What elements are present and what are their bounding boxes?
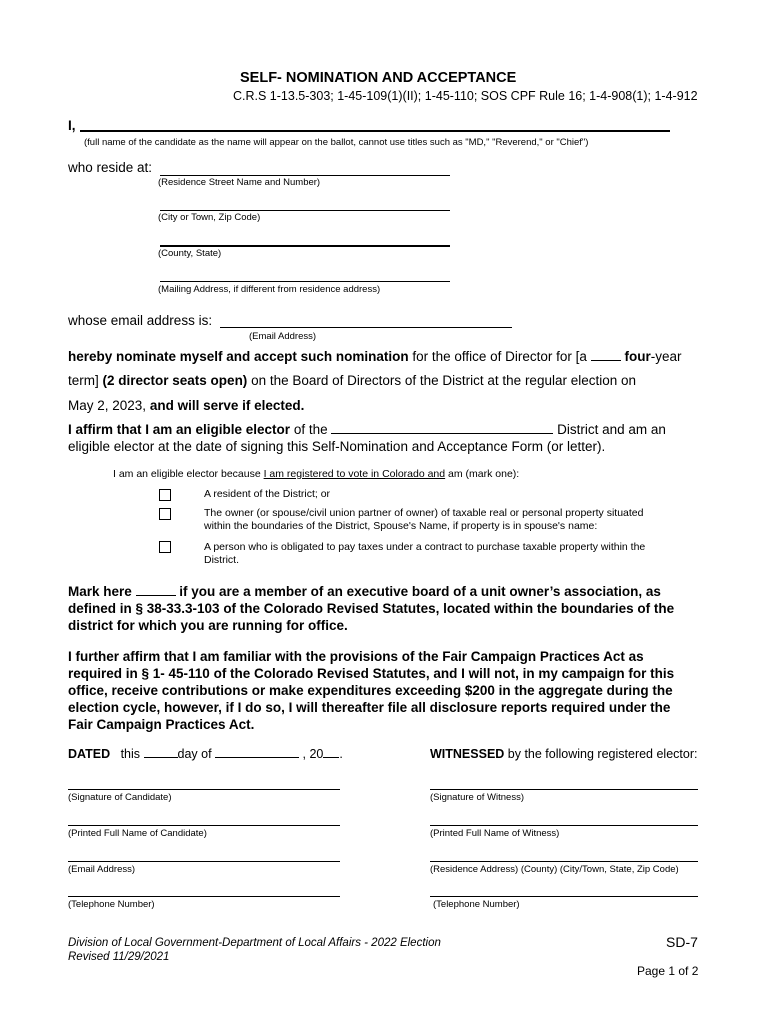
term-years-field[interactable] [591,360,621,361]
seats-open: (2 director seats open) [102,373,248,388]
statute-citation: C.R.S 1-13.5-303; 1-45-109(1)(II); 1-45-110; SOS CPF Rule 16; 1-4-908(1); 1-4-912 [233,89,698,103]
witness-signature-field[interactable] [430,789,698,790]
affirm-bold: I affirm that I am an eligible elector [68,422,291,437]
affirm-of-the: of the [290,422,332,437]
candidate-name-caption: (full name of the candidate as the name will appear on the ballot, cannot use titles such as "MD," "Reverend," or "Chief") [84,137,589,148]
month-field[interactable] [215,757,299,758]
witnessed-label: WITNESSED [430,747,505,761]
mailing-address-caption: (Mailing Address, if different from residence address) [158,284,381,295]
county-state-caption: (County, State) [158,248,222,259]
city-zip-field[interactable] [160,210,450,211]
candidate-signature-caption: (Signature of Candidate) [68,792,172,803]
campaign-line-1: I further affirm that I am familiar with the provisions of the Fair Campaign Practices Act as [68,649,644,664]
candidate-email-field[interactable] [68,861,340,862]
dated-label: DATED [68,747,111,761]
option-resident-label: A resident of the District; or [204,488,331,500]
residence-street-field[interactable] [160,175,450,176]
county-state-field[interactable] [160,245,450,247]
witnessed-line [430,747,697,761]
year-field[interactable] [323,757,339,758]
page-number: Page 1 of 2 [637,964,699,978]
option-owner-line-2: within the boundaries of the District, Spouse's Name, if property is in spouse's name: [204,520,598,532]
affirm-line-2: eligible elector at the date of signing this Self-Nomination and Acceptance Form (or letter). [68,439,606,454]
witness-telephone-caption: (Telephone Number) [433,899,520,910]
dated-year-prefix: , 20 [299,747,324,761]
residence-street-caption: (Residence Street Name and Number) [158,177,321,188]
candidate-telephone-field[interactable] [68,896,340,897]
nomination-line-3 [68,398,304,413]
year-label: -year [650,349,682,364]
board-text: on the Board of Directors of the District at the regular election on [247,373,637,388]
affirm-line-1 [68,422,666,437]
option-contract-line-1: A person who is obligated to pay taxes under a contract to purchase taxable property within the [204,541,646,553]
residence-label: who reside at: [68,160,153,175]
option-contract-line-2: District. [204,554,239,566]
serve-if-elected: and will serve if elected. [149,398,305,413]
resident-checkbox[interactable] [159,489,171,501]
nomination-bold: hereby nominate myself and accept such nomination [68,349,409,364]
form-id: SD-7 [666,934,698,950]
mark-here-line-3: district for which you are running for office. [68,618,348,633]
term-label: term] [68,373,103,388]
witness-address-field[interactable] [430,861,698,862]
witness-printed-name-caption: (Printed Full Name of Witness) [430,828,560,839]
district-name-field[interactable] [331,433,553,434]
footer-revised: Revised 11/29/2021 [68,951,170,963]
footer-agency: Division of Local Government-Department of Local Affairs - 2022 Election [68,937,441,949]
nomination-office: for the office of Director for [a [408,349,591,364]
candidate-telephone-caption: (Telephone Number) [68,899,155,910]
witness-printed-name-field[interactable] [430,825,698,826]
eligibility-intro-text: I am an eligible elector because [113,468,264,480]
option-owner-line-1: The owner (or spouse/civil union partner of owner) of taxable real or personal property situated [204,507,644,519]
dated-this: this [120,747,144,761]
dated-day-of: day of [177,747,216,761]
candidate-name-field[interactable] [80,130,670,132]
witness-signature-caption: (Signature of Witness) [430,792,524,803]
eligibility-mark-one: am (mark one): [445,468,520,480]
mailing-address-field[interactable] [160,281,450,282]
witness-address-caption: (Residence Address) (County) (City/Town, State, Zip Code) [430,864,679,875]
election-date: May 2, 2023, [68,398,150,413]
dated-period: . [339,747,343,761]
four-label: four [624,349,651,364]
mark-here-field[interactable] [136,595,176,596]
city-zip-caption: (City or Town, Zip Code) [158,212,261,223]
candidate-signature-field[interactable] [68,789,340,790]
nomination-line-2 [68,373,636,388]
nomination-line-1 [68,349,681,364]
eligibility-intro [113,468,519,480]
form-title: SELF- NOMINATION AND ACCEPTANCE [240,70,517,86]
mark-here-label: Mark here [68,584,136,599]
email-field[interactable] [220,327,512,328]
candidate-printed-name-caption: (Printed Full Name of Candidate) [68,828,207,839]
witness-telephone-field[interactable] [430,896,698,897]
witnessed-text: by the following registered elector: [504,747,698,761]
contract-checkbox[interactable] [159,541,171,553]
campaign-line-4: election cycle, however, if I do so, I will thereafter file all disclosure reports required under the [68,700,671,715]
mark-here-text: if you are a member of an executive board of a unit owner’s association, as [175,584,661,599]
email-label: whose email address is: [68,313,213,328]
candidate-email-caption: (Email Address) [68,864,136,875]
email-caption: (Email Address) [249,331,317,342]
registered-underlined: I am registered to vote in Colorado and [263,468,446,480]
candidate-printed-name-field[interactable] [68,825,340,826]
mark-here-line-2: defined in § 38-33.3-103 of the Colorado Revised Statutes, located within the boundaries of the [68,601,675,616]
name-prefix: I, [68,118,76,133]
campaign-line-2: required in § 1- 45-110 of the Colorado Revised Statutes, and I will not, in my campaign for this [68,666,675,681]
affirm-district: District and am an [553,422,666,437]
campaign-line-3: office, receive contributions or make expenditures exceeding $200 in the aggregate during the [68,683,673,698]
owner-checkbox[interactable] [159,508,171,520]
campaign-line-5: Fair Campaign Practices Act. [68,717,255,732]
mark-here-line-1 [68,583,661,600]
day-field[interactable] [144,757,178,758]
dated-line [68,747,343,761]
